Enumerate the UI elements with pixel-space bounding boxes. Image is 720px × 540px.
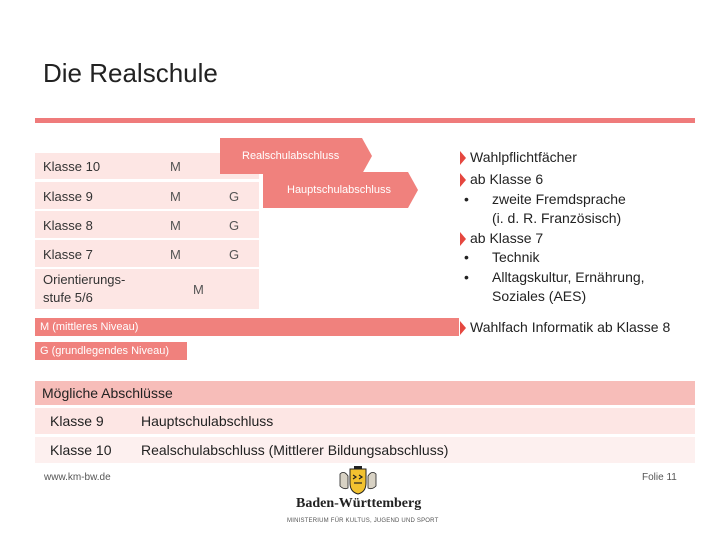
table-heading: Mögliche Abschlüsse <box>35 381 695 405</box>
arrow-head <box>408 172 418 208</box>
level-g-cell: G <box>229 247 240 262</box>
logo-wordmark: Baden-Württemberg <box>296 496 422 511</box>
bullet-marker <box>460 173 466 187</box>
list-item: Technik <box>492 249 540 265</box>
bullet-marker <box>460 321 466 335</box>
title-rule <box>35 118 695 123</box>
list-item-line1: Alltagskultur, Ernährung, <box>492 269 645 285</box>
list-bullet: • <box>464 269 469 285</box>
table-cell-klasse: Klasse 10 <box>50 442 112 458</box>
realschulabschluss-arrow <box>220 138 362 174</box>
grid-row-klasse-7 <box>35 240 259 267</box>
legend-g-bar: G (grundlegendes Niveau) <box>35 342 187 360</box>
level-m-cell: M <box>170 218 181 233</box>
list-item-line2: Soziales (AES) <box>492 288 587 304</box>
logo-subtitle: MINISTERIUM FÜR KULTUS, JUGEND UND SPORT <box>287 518 439 524</box>
table-cell-klasse: Klasse 9 <box>50 413 104 429</box>
state-logo <box>286 466 439 526</box>
bullet-marker <box>460 232 466 246</box>
sub-heading-klasse-6: ab Klasse 6 <box>470 171 544 187</box>
arrow-label: Realschulabschluss <box>242 150 340 162</box>
hauptschulabschluss-arrow <box>263 172 408 208</box>
list-item-line1: zweite Fremdsprache <box>492 191 626 207</box>
coat-of-arms-icon <box>336 466 380 496</box>
page-title: Die Realschule <box>43 58 218 88</box>
level-m-cell: M <box>193 282 204 297</box>
grid-row-klasse-9 <box>35 182 259 209</box>
legend-m-bar: M (mittleres Niveau) <box>35 318 459 336</box>
arrow-head <box>362 138 372 174</box>
wahlpflicht-heading: Wahlpflichtfächer <box>470 149 577 165</box>
arrow-label: Hauptschulabschluss <box>287 184 391 196</box>
row-label: Klasse 9 <box>43 189 93 204</box>
level-g-cell: G <box>229 218 240 233</box>
table-cell-abschluss: Realschulabschluss (Mittlerer Bildungsabschluss) <box>141 442 449 458</box>
level-g-cell: G <box>229 189 240 204</box>
row-label: Klasse 10 <box>43 159 101 174</box>
table-row <box>35 437 695 463</box>
table-row <box>35 408 695 434</box>
wahlfach-text: Wahlfach Informatik ab Klasse 8 <box>470 319 671 335</box>
row-label: Klasse 8 <box>43 218 93 233</box>
list-bullet: • <box>464 191 469 207</box>
sub-heading-klasse-7: ab Klasse 7 <box>470 230 544 246</box>
footer-url: www.km-bw.de <box>44 472 111 483</box>
grid-row-orientierungsstufe <box>35 269 259 309</box>
level-m-cell: M <box>170 159 181 174</box>
row-label: Klasse 7 <box>43 247 93 262</box>
list-item-line2: (i. d. R. Französisch) <box>492 210 622 226</box>
level-m-cell: M <box>170 247 181 262</box>
list-bullet: • <box>464 249 469 265</box>
level-m-cell: M <box>170 189 181 204</box>
table-cell-abschluss: Hauptschulabschluss <box>141 413 274 429</box>
slide-number: Folie 11 <box>642 472 677 483</box>
bullet-marker <box>460 151 466 165</box>
grid-row-klasse-8 <box>35 211 259 238</box>
row-label-line2: stufe 5/6 <box>43 290 93 305</box>
row-label-line1: Orientierungs- <box>43 272 126 287</box>
